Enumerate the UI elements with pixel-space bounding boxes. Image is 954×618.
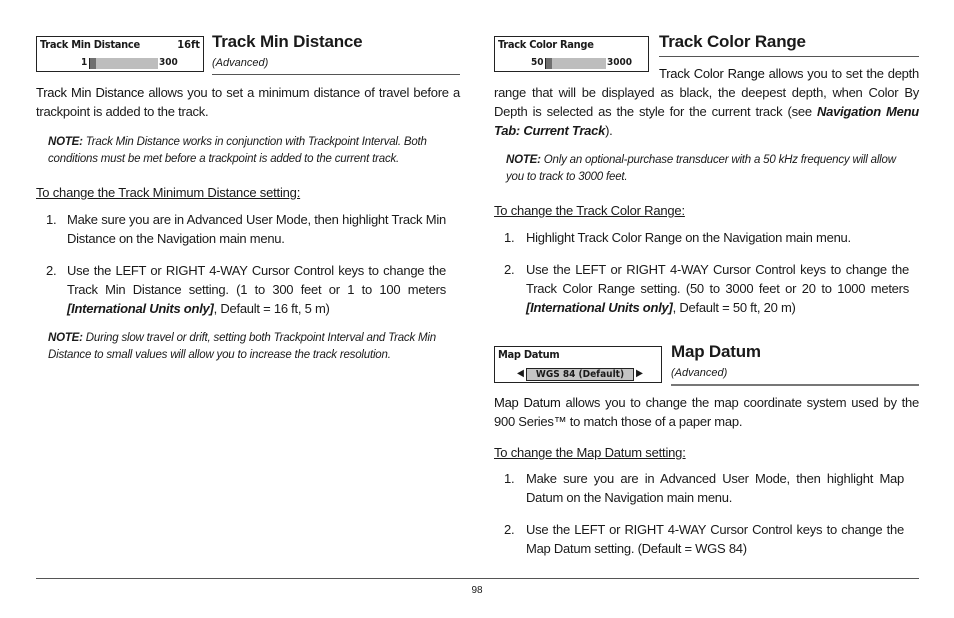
step-item [504,260,909,320]
step-text [67,261,446,318]
intro-text-b: ). [605,123,613,138]
intro-text: allows you to set a minimum distance of travel before a trackpoint is added to the track. [36,85,460,119]
widget-label: Track Color Range [498,38,594,51]
slider-min-label: 1 [81,57,88,68]
step-item [504,520,904,560]
step-emphasis: [International Units only] [526,300,673,315]
intro-emphasis: Navigation Menu Tab: Current Track [494,104,919,138]
slider-track [89,58,158,69]
footer-rule [36,578,919,579]
widget-value: 16ft [177,38,200,51]
step-number: 2. [504,262,515,277]
step-text-b: , Default = 50 ft, 20 m) [672,300,796,315]
step-text-b: , Default = 16 ft, 5 m) [213,301,330,316]
page-number: 98 [471,585,483,596]
step-text: Highlight Track Color Range on the Navigation main menu. [526,230,851,245]
step-text: Make sure you are in Advanced User Mode, then highlight Map Datum on the Navigation main menu. [526,471,904,505]
title-rule [659,56,919,57]
slider-max-label: 3000 [607,57,633,68]
note-text: During slow travel or drift, setting both Trackpoint Interval and Track Min Distance to small values will allow you to increase the track resolution. [48,332,436,361]
procedure-heading: To change the Track Color Range: [494,203,685,218]
step-text: Use the LEFT or RIGHT 4-WAY Cursor Control keys to change the Map Datum setting. (Default = WGS 84) [526,522,904,556]
intro-paragraph [36,83,460,121]
note-paragraph [48,134,448,168]
distance-slider [37,57,203,70]
step-text-a: Use the LEFT or RIGHT 4-WAY Cursor Control keys to change the Track Min Distance setting. (1 to 300 feet or 1 to 100 meters [67,263,446,297]
step-item [504,469,904,509]
section-title: Track Color Range [659,32,806,51]
note-paragraph [506,152,911,186]
slider-thumb [90,58,96,69]
step-text: Make sure you are in Advanced User Mode, then highlight Track Min Distance on the Navigation main menu. [67,212,446,246]
note-label: NOTE: [48,136,83,148]
title-rule [212,74,460,75]
datum-value: WGS 84 (Default) [526,368,634,381]
step-text-a: Use the LEFT or RIGHT 4-WAY Cursor Control keys to change the Track Color Range setting. (50 to 3000 feet or 20 to 1000 meters [526,262,909,296]
section-title: Track Min Distance [212,32,363,51]
note-text: Only an optional-purchase transducer with a 50 kHz frequency will allow you to track to 3000 feet. [506,154,896,183]
step-number: 2. [46,263,57,278]
track-min-distance-widget [36,36,204,72]
slider-min-label: 50 [531,57,544,68]
note-label: NOTE: [506,154,541,166]
step-number: 1. [504,230,515,245]
intro-paragraph [494,393,919,431]
widget-label: Track Min Distance [40,38,140,51]
widget-label: Map Datum [498,348,560,361]
intro-text: allows you to change the map coordinate system used by the 900 Series™ to match those of a paper map. [494,395,919,429]
map-datum-widget [494,346,662,383]
procedure-heading: To change the Track Minimum Distance setting: [36,185,301,200]
section-subtitle: (Advanced) [671,367,728,379]
right-arrow-icon: ▶ [636,368,643,379]
slider-max-label: 300 [159,57,178,68]
step-emphasis: [International Units only] [67,301,214,316]
procedure-heading: To change the Map Datum setting: [494,445,686,460]
left-arrow-icon: ◀ [517,368,524,379]
step-text [526,260,909,317]
step-item [46,210,446,250]
title-rule [671,384,919,386]
intro-term: Track Color Range [659,66,765,81]
note-text: Track Min Distance works in conjunction with Trackpoint Interval. Both conditions must be met before a trackpoint is added to the current track. [48,136,427,165]
step-number: 1. [46,212,57,227]
intro-term: Map Datum [494,395,561,410]
note-paragraph [48,330,448,364]
intro-paragraph [494,64,919,140]
intro-term: Track Min Distance [36,85,145,100]
section-title: Map Datum [671,342,761,361]
intro-text-a: allows you to set the depth range that will be displayed as black, the deepest depth, when Color By Depth is selected as the style for the current track (see [494,66,919,119]
step-number: 1. [504,471,515,486]
step-item [504,228,909,248]
step-item [46,261,446,321]
section-subtitle: (Advanced) [212,57,269,69]
note-label: NOTE: [48,332,83,344]
step-number: 2. [504,522,515,537]
